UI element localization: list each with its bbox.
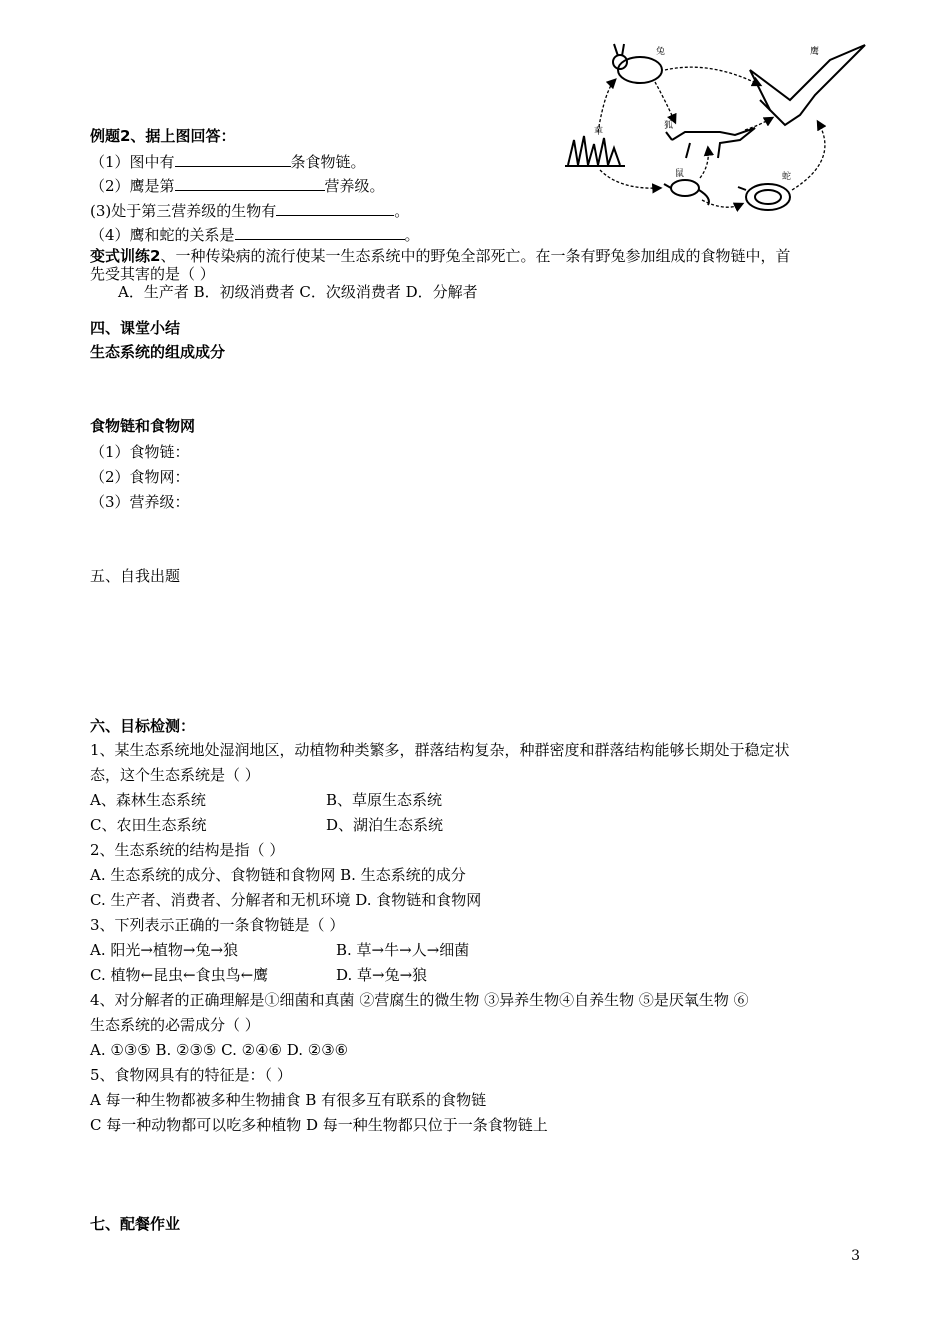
snake-label: 蛇 <box>782 172 792 182</box>
test-q5: 5、食物网具有的特征是：（ ） <box>90 1066 292 1084</box>
variant2-line2: 先受其害的是（ ） <box>90 265 215 283</box>
fox-drawing <box>664 119 755 158</box>
arrow-snake-hawk <box>792 122 825 190</box>
q4-blank[interactable] <box>235 225 405 240</box>
test-q4-line1: 4、对分解者的正确理解是①细菌和真菌 ②营腐生的微生物 ③异养生物④自养生物 ⑤是厌氧生物 ⑥ <box>90 991 749 1009</box>
snake-drawing <box>738 170 791 210</box>
mouse-drawing <box>664 167 709 205</box>
rabbit-drawing <box>613 44 665 83</box>
q3-blank[interactable] <box>276 201 394 216</box>
q2-blank[interactable] <box>175 176 325 191</box>
variant2-line1 <box>90 246 790 266</box>
test-heading: 六、目标检测： <box>90 717 196 735</box>
q2-text-post: 营养级。 <box>324 177 385 195</box>
grass-drawing <box>565 125 625 166</box>
test-q2-cd: C. 生产者、消费者、分解者和无机环境 D. 食物链和食物网 <box>90 891 482 909</box>
arrow-fox-hawk <box>745 118 772 130</box>
arrow-rabbit-fox <box>655 82 675 122</box>
example2-q1 <box>90 152 366 172</box>
arrow-grass-mouse <box>600 170 660 188</box>
test-q3-d: D. 草→兔→狼 <box>336 966 428 984</box>
hawk-label: 鹰 <box>810 47 820 57</box>
homework-heading: 七、配餐作业 <box>90 1215 181 1233</box>
grass-label: 草 <box>594 127 604 137</box>
test-q1-a: A、森林生态系统 <box>90 791 206 809</box>
arrow-rabbit-hawk <box>665 67 760 85</box>
summary-item2: （2）食物网： <box>90 468 190 486</box>
test-q3: 3、下列表示正确的一条食物链是（ ） <box>90 916 345 934</box>
test-q1-line2: 态，这个生态系统是（ ） <box>90 766 260 784</box>
q3-text: (3)处于第三营养级的生物有 <box>90 202 277 220</box>
q1-blank[interactable] <box>175 152 291 167</box>
test-q5-ab: A 每一种生物都被多种生物捕食 B 有很多互有联系的食物链 <box>90 1091 487 1109</box>
variant2-title: 变式训练2 <box>90 247 161 265</box>
test-q1-c: C、农田生态系统 <box>90 816 207 834</box>
summary-sub2: 食物链和食物网 <box>90 417 196 435</box>
summary-sub1: 生态系统的组成成分 <box>90 343 226 361</box>
hawk-drawing <box>750 45 865 125</box>
arrow-mouse-fox <box>700 148 708 178</box>
q1-text: （1）图中有 <box>90 153 175 171</box>
test-q4-line2: 生态系统的必需成分（ ） <box>90 1016 260 1034</box>
example2-title: 例题2、据上图回答： <box>90 127 236 145</box>
summary-item1: （1）食物链： <box>90 443 190 461</box>
test-q1-line1: 1、某生态系统地处湿润地区，动植物种类繁多，群落结构复杂，种群密度和群落结构能够长期处于稳定状 <box>90 741 790 759</box>
summary-heading: 四、课堂小结 <box>90 319 181 337</box>
food-web-diagram <box>560 40 880 230</box>
test-q1-d: D、湖泊生态系统 <box>326 816 444 834</box>
example2-q3 <box>90 201 409 221</box>
page-number: 3 <box>851 1248 860 1264</box>
variant2-text1: 、一种传染病的流行使某一生态系统中的野兔全部死亡。在一条有野兔参加组成的食物链中，首 <box>160 247 791 265</box>
test-q1-b: B、草原生态系统 <box>326 791 443 809</box>
test-q2: 2、生态系统的结构是指（ ） <box>90 841 285 859</box>
summary-item3: （3）营养级： <box>90 493 190 511</box>
test-q2-ab: A. 生态系统的成分、食物链和食物网 B. 生态系统的成分 <box>90 866 466 884</box>
q4-text: （4）鹰和蛇的关系是 <box>90 226 235 244</box>
test-q4-options: A. ①③⑤ B. ②③⑤ C. ②④⑥ D. ②③⑥ <box>90 1041 349 1059</box>
q3-text-post: 。 <box>394 202 410 220</box>
test-q3-b: B. 草→牛→人→细菌 <box>336 941 470 959</box>
example2-q4 <box>90 225 420 245</box>
fox-label: 狐 <box>664 121 674 131</box>
arrow-grass-rabbit <box>598 80 615 132</box>
q4-text-post: 。 <box>404 226 420 244</box>
test-q5-cd: C 每一种动物都可以吃多种植物 D 每一种生物都只位于一条食物链上 <box>90 1116 548 1134</box>
self-question-heading: 五、自我出题 <box>90 567 181 585</box>
q2-text: （2）鹰是第 <box>90 177 175 195</box>
rabbit-label: 兔 <box>656 47 666 57</box>
test-q3-c: C. 植物←昆虫←食虫鸟←鹰 <box>90 966 269 984</box>
test-q3-a: A. 阳光→植物→兔→狼 <box>90 941 239 959</box>
mouse-label: 鼠 <box>675 169 685 179</box>
q1-text-post: 条食物链。 <box>290 153 366 171</box>
variant2-options: A．生产者 B．初级消费者 C．次级消费者 D．分解者 <box>118 283 478 301</box>
example2-q2 <box>90 176 385 196</box>
